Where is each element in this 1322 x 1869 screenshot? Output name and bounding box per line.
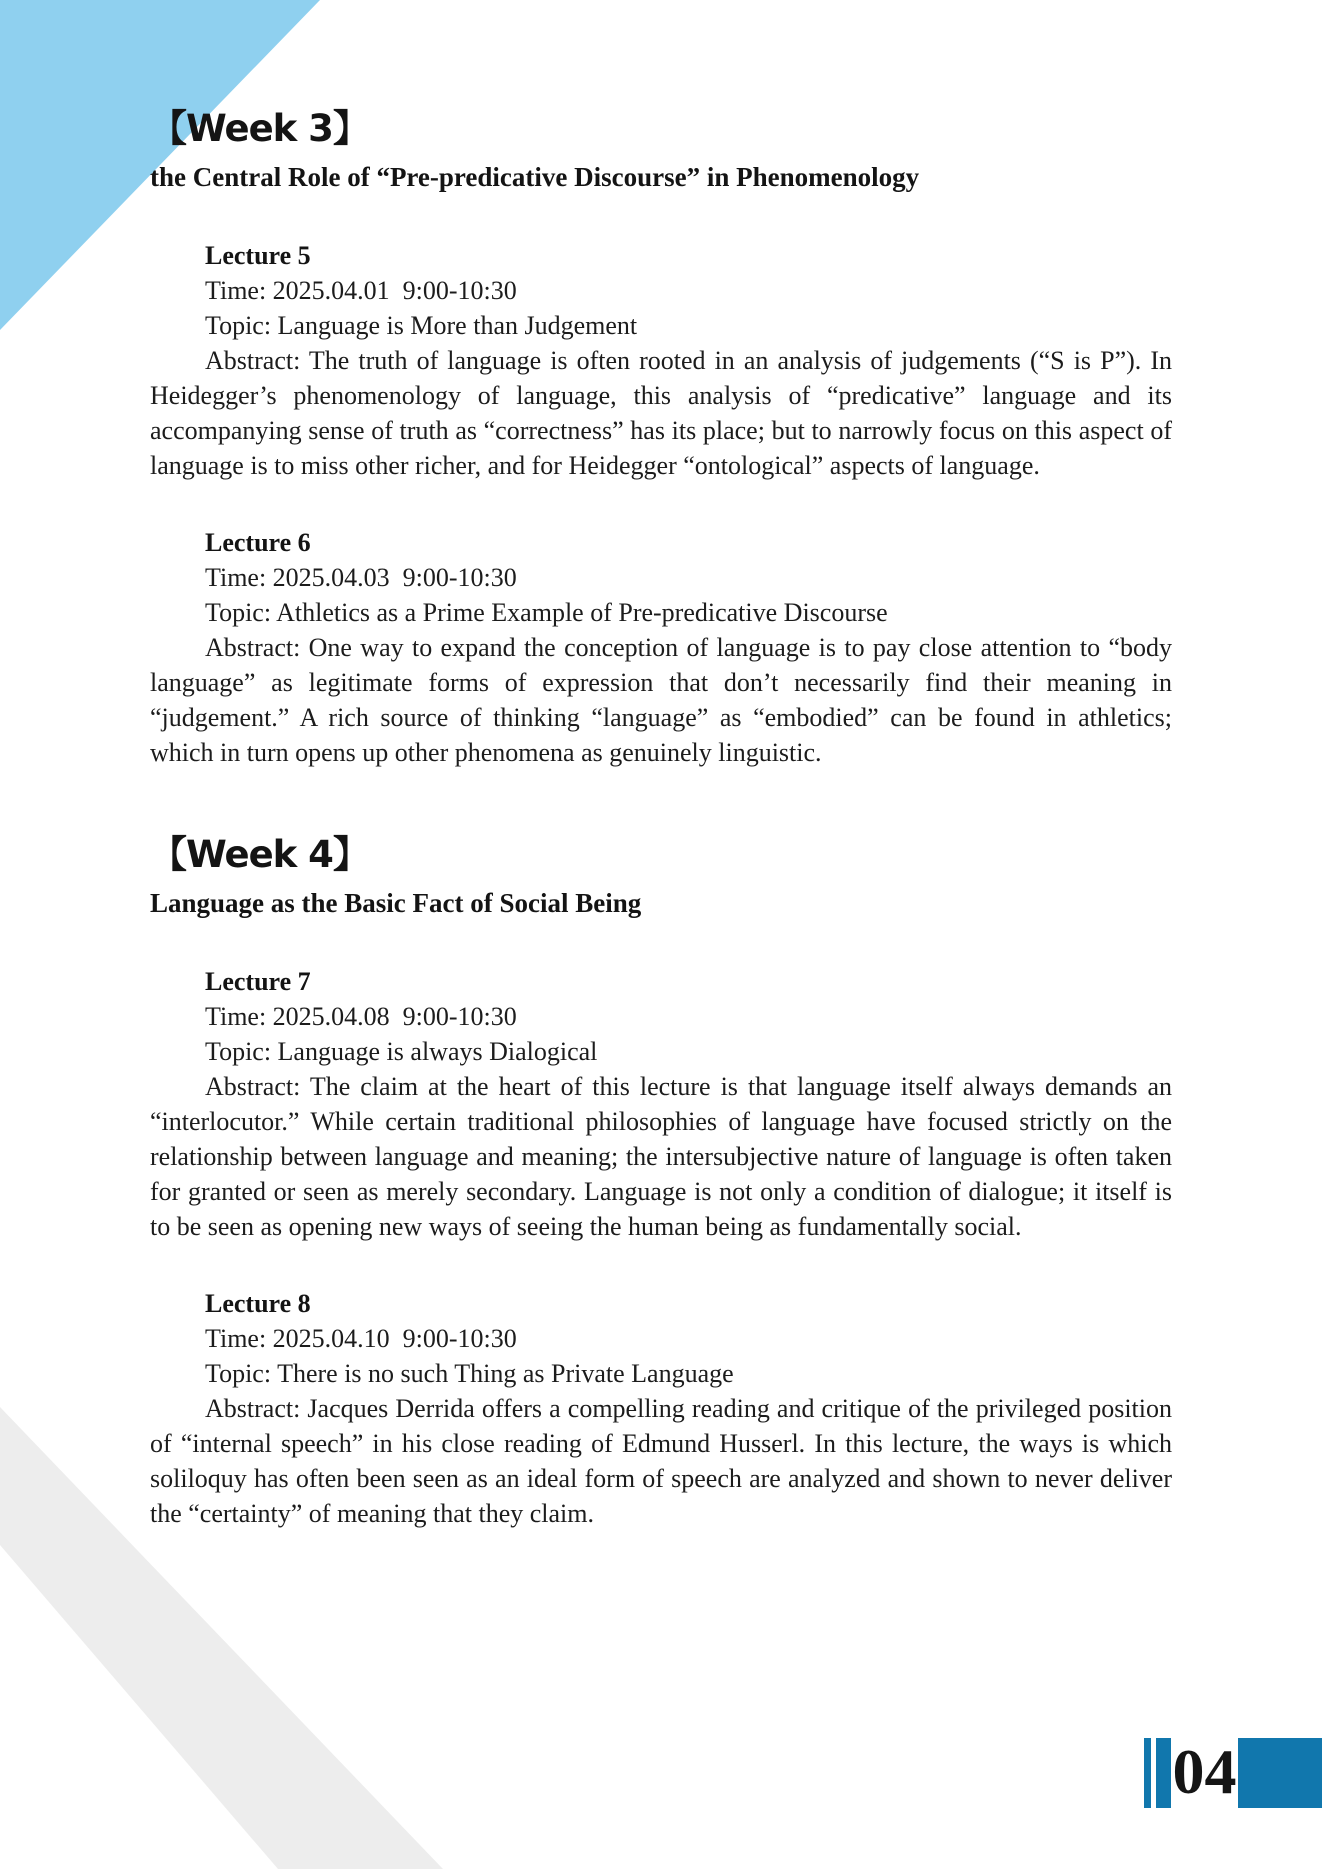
lecture-7 [150, 964, 1172, 1244]
week-3-subtitle: the Central Role of “Pre-predicative Discourse” in Phenomenology [150, 162, 920, 192]
lecture-6-title: Lecture 6 [205, 528, 311, 557]
week-4-title: 【Week 4】 [150, 833, 369, 876]
lecture-6 [150, 525, 1172, 770]
lecture-5-time: Time: 2025.04.01 9:00-10:30 [205, 276, 517, 305]
week-3-title: 【Week 3】 [150, 107, 369, 150]
footer-square-decoration [1238, 1738, 1322, 1808]
lecture-8-time: Time: 2025.04.10 9:00-10:30 [205, 1324, 517, 1353]
lecture-5 [150, 238, 1172, 483]
lecture-7-abstract: Abstract: The claim at the heart of this lecture is that language itself always demands an “interlocutor.” While certain traditional philosophies of language have focused strictly on the relationship between language and meaning; the intersubjective nature of language is often taken for granted or seen as merely secondary. Language is not only a condition of dialogue; it itself is to be seen as opening new ways of seeing the human being as fundamentally social. [150, 1072, 1172, 1241]
lecture-5-topic: Topic: Language is More than Judgement [205, 311, 638, 340]
lecture-6-time: Time: 2025.04.03 9:00-10:30 [205, 563, 517, 592]
lecture-5-title: Lecture 5 [205, 241, 311, 270]
page-number: 04 [1172, 1736, 1237, 1807]
footer-thin-bar-decoration [1144, 1738, 1151, 1808]
lecture-6-abstract: Abstract: One way to expand the conception of language is to pay close attention to “body language” as legitimate forms of expression that don’t necessarily find their meaning in “judgement.” A rich source of thinking “language” as “embodied” can be found in athletics; which in turn opens up other phenomena as genuinely linguistic. [150, 633, 1172, 767]
lecture-7-topic: Topic: Language is always Dialogical [205, 1037, 598, 1066]
week-4-section [150, 832, 1172, 1531]
lecture-6-topic: Topic: Athletics as a Prime Example of Pre-predicative Discourse [205, 598, 888, 627]
lecture-8-topic: Topic: There is no such Thing as Private Language [205, 1359, 734, 1388]
lecture-8-title: Lecture 8 [205, 1289, 311, 1318]
week-4-subtitle: Language as the Basic Fact of Social Being [150, 888, 642, 918]
lecture-8 [150, 1286, 1172, 1531]
week-3-section [150, 106, 1172, 770]
lecture-8-abstract: Abstract: Jacques Derrida offers a compelling reading and critique of the privileged position of “internal speech” in his close reading of Edmund Husserl. In this lecture, the ways is which soliloquy has often been seen as an ideal form of speech are analyzed and shown to never deliver the “certainty” of meaning that they claim. [150, 1394, 1172, 1528]
footer-thick-bar-decoration [1156, 1738, 1171, 1808]
lecture-7-time: Time: 2025.04.08 9:00-10:30 [205, 1002, 517, 1031]
lecture-5-abstract: Abstract: The truth of language is often rooted in an analysis of judgements (“S is P”). In Heidegger’s phenomenology of language, this analysis of “predicative” language and its accompanying sense of truth as “correctness” has its place; but to narrowly focus on this aspect of language is to miss other richer, and for Heidegger “ontological” aspects of language. [150, 346, 1172, 480]
lecture-7-title: Lecture 7 [205, 967, 311, 996]
